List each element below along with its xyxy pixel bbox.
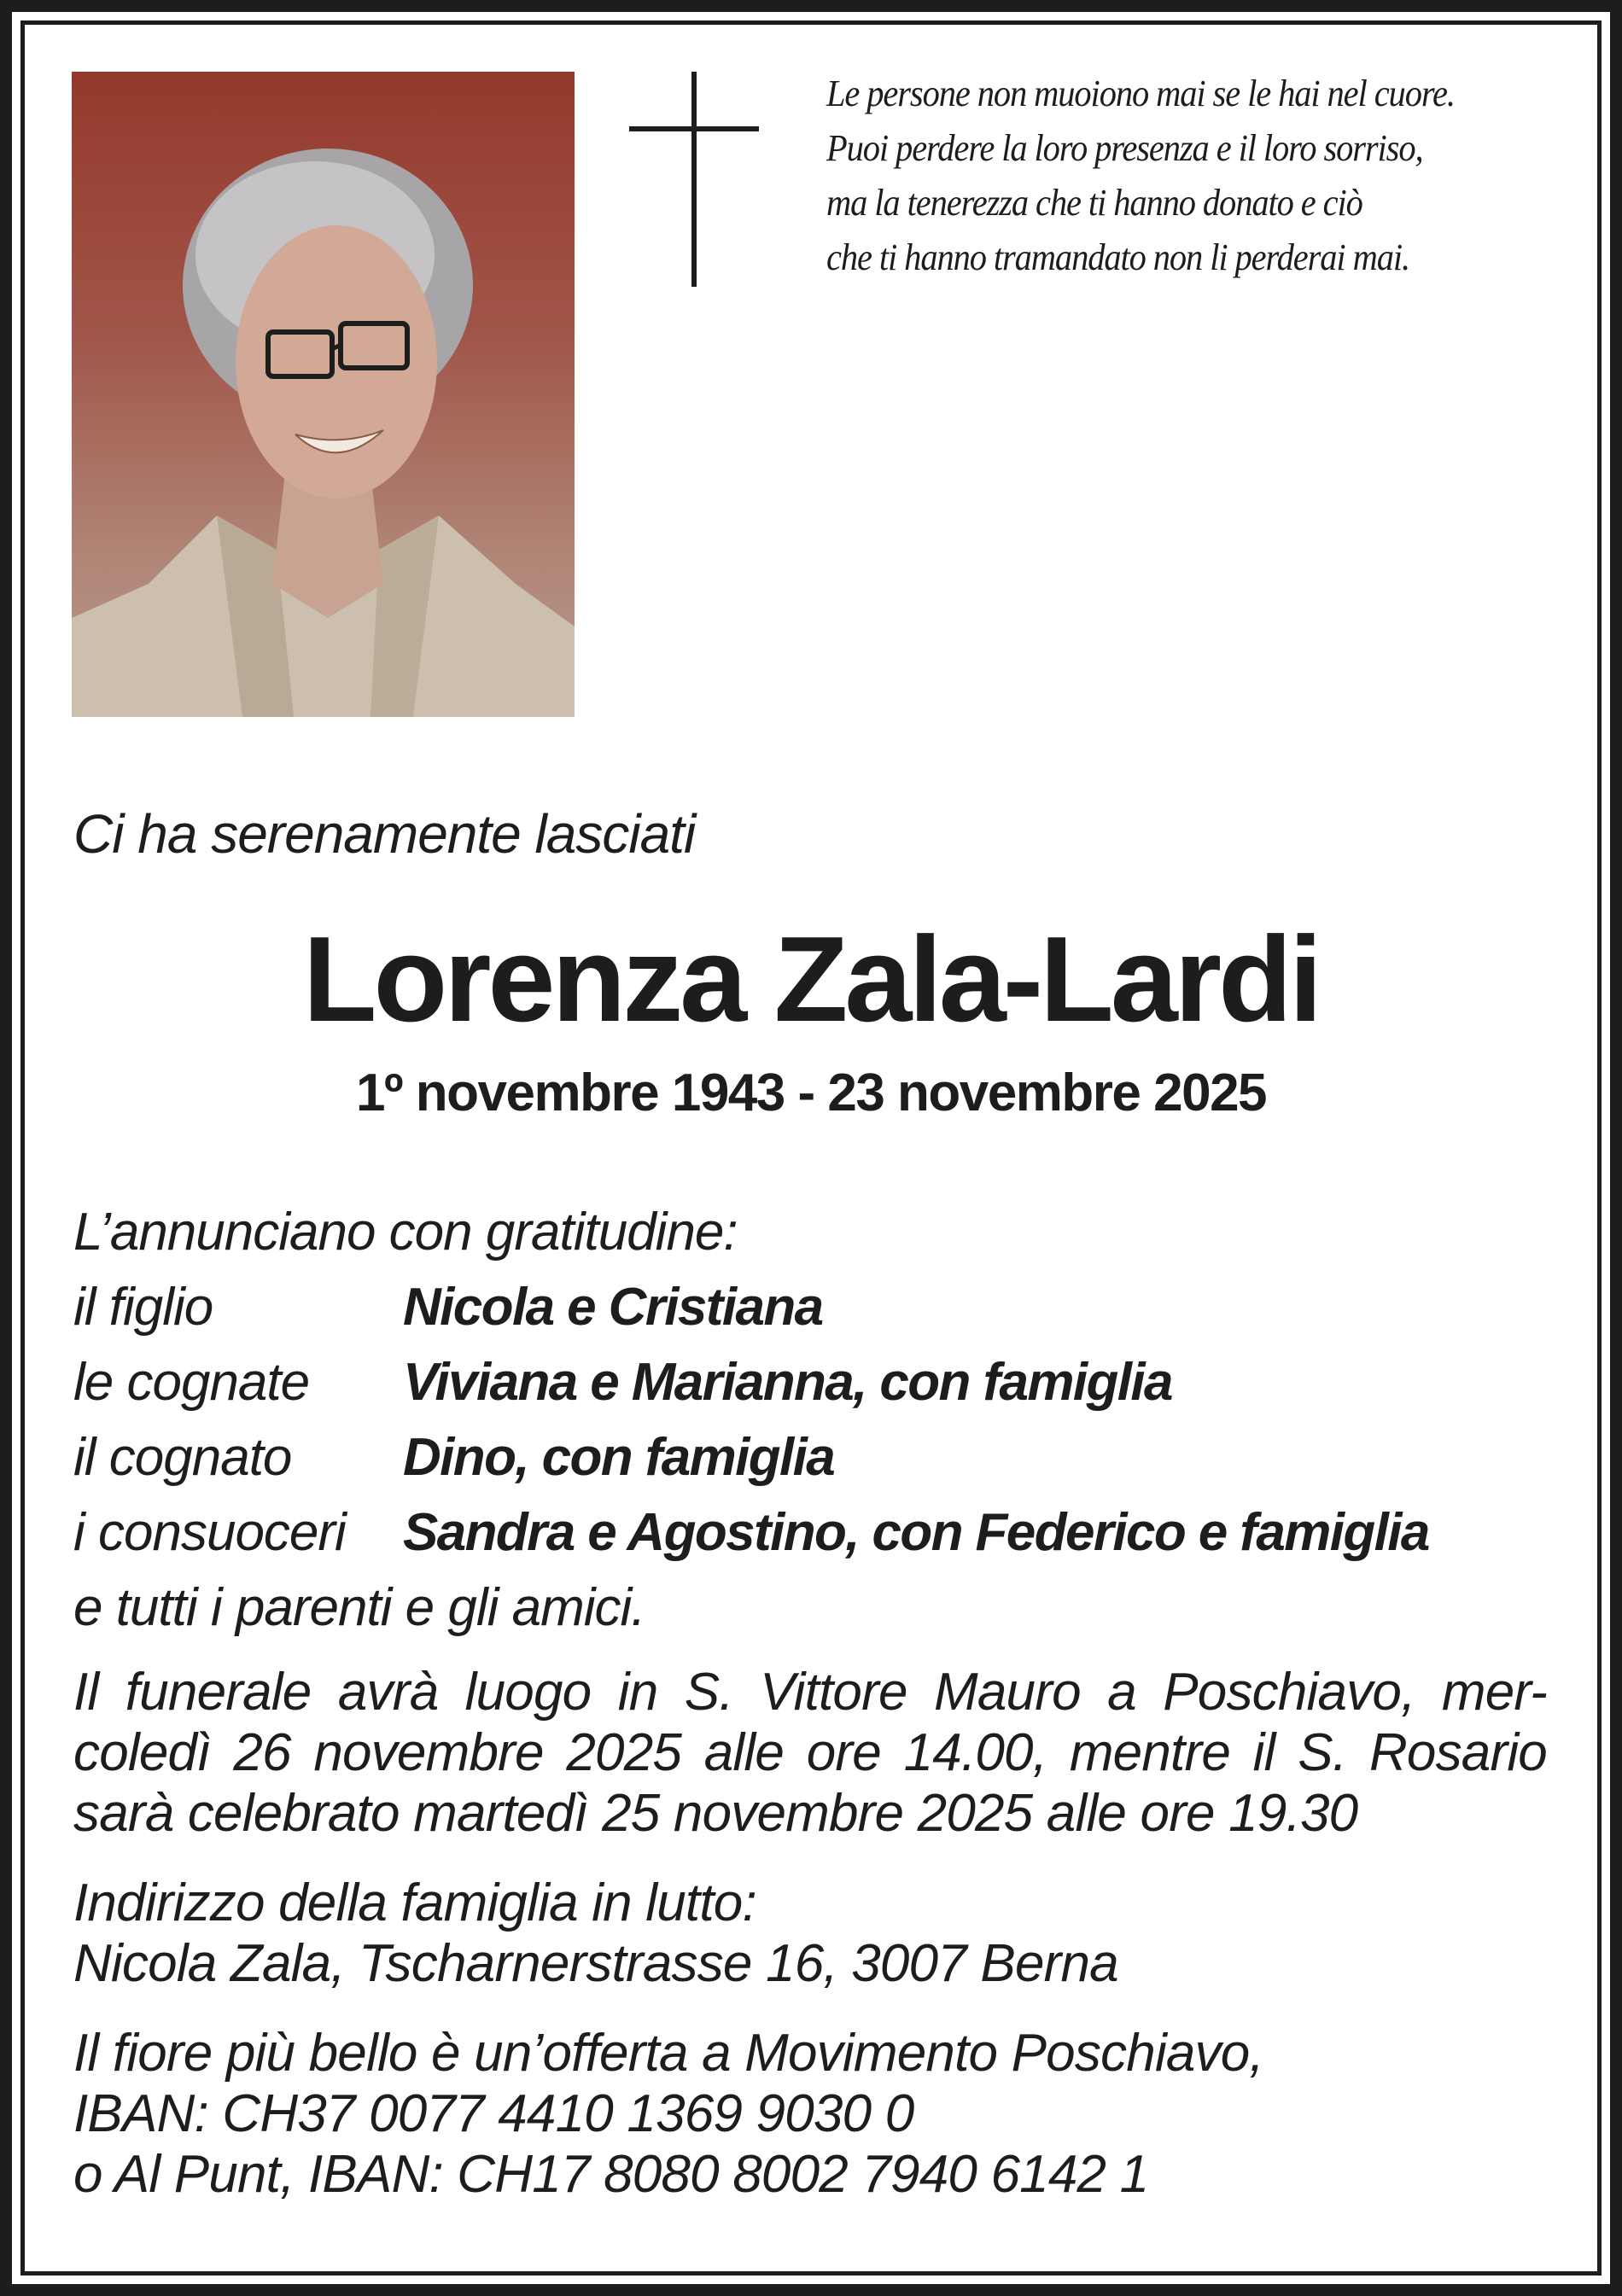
donation-line: Il fiore più bello è un’offerta a Movimento Poschiavo, [73, 2024, 1263, 2083]
poem-line: che ti hanno tramandato non li perderai mai. [826, 236, 1410, 278]
announcement-heading-text: L’annunciano con gratitudine: [73, 1203, 738, 1262]
deceased-name: Lorenza Zala-Lardi [302, 912, 1320, 1047]
memorial-poem [826, 67, 1455, 285]
cross-icon [691, 72, 697, 287]
funeral-line: Il funerale avrà luogo in S. Vittore Mauro a Poschiavo, mer- [73, 1663, 1547, 1722]
funeral-details [73, 1662, 1547, 1844]
funeral-line: sarà celebrato martedì 25 novembre 2025 alle ore 19.30 [73, 1784, 1358, 1843]
announcement-closing [73, 1570, 1429, 1646]
relation-label: il cognato [73, 1428, 292, 1487]
announcement-heading [73, 1195, 1429, 1270]
address-label: Indirizzo della famiglia in lutto: [73, 1874, 756, 1932]
relation-label: i consuoceri [73, 1503, 346, 1562]
relative-row [73, 1270, 1429, 1345]
relation-label: il figlio [73, 1278, 213, 1337]
relation-label: le cognate [73, 1353, 310, 1412]
poem-line: ma la tenerezza che ti hanno donato e ciò [826, 182, 1362, 224]
announcement-closing-text: e tutti i parenti e gli amici. [73, 1578, 645, 1637]
relative-names: Viviana e Marianna, con famiglia [403, 1353, 1172, 1412]
relative-names: Nicola e Cristiana [403, 1278, 823, 1337]
relative-names: Sandra e Agostino, con Federico e famiglia [403, 1503, 1429, 1562]
funeral-line: coledì 26 novembre 2025 alle ore 14.00, mentre il S. Rosario [73, 1723, 1547, 1782]
life-dates: 1º novembre 1943 - 23 novembre 2025 [355, 1064, 1267, 1122]
portrait-photo [72, 72, 575, 717]
donation-iban: IBAN: CH37 0077 4410 1369 9030 0 [73, 2084, 914, 2143]
poem-line: Puoi perdere la loro presenza e il loro sorriso, [826, 127, 1423, 169]
family-address [73, 1873, 1547, 1994]
address-value: Nicola Zala, Tscharnerstrasse 16, 3007 Berna [73, 1934, 1118, 1993]
donation-info [73, 2023, 1547, 2205]
relative-row [73, 1345, 1429, 1420]
donation-iban: o Al Punt, IBAN: CH17 8080 8002 7940 6142 1 [73, 2145, 1149, 2204]
relative-row [73, 1420, 1429, 1495]
poem-line: Le persone non muoiono mai se le hai nel cuore. [826, 73, 1455, 114]
relative-row [73, 1495, 1429, 1570]
announcement-block [73, 1195, 1429, 1646]
cross-icon-bar [629, 126, 759, 131]
portrait-illustration [72, 72, 575, 717]
relative-names: Dino, con famiglia [403, 1428, 835, 1487]
intro-text: Ci ha serenamente lasciati [73, 803, 696, 865]
